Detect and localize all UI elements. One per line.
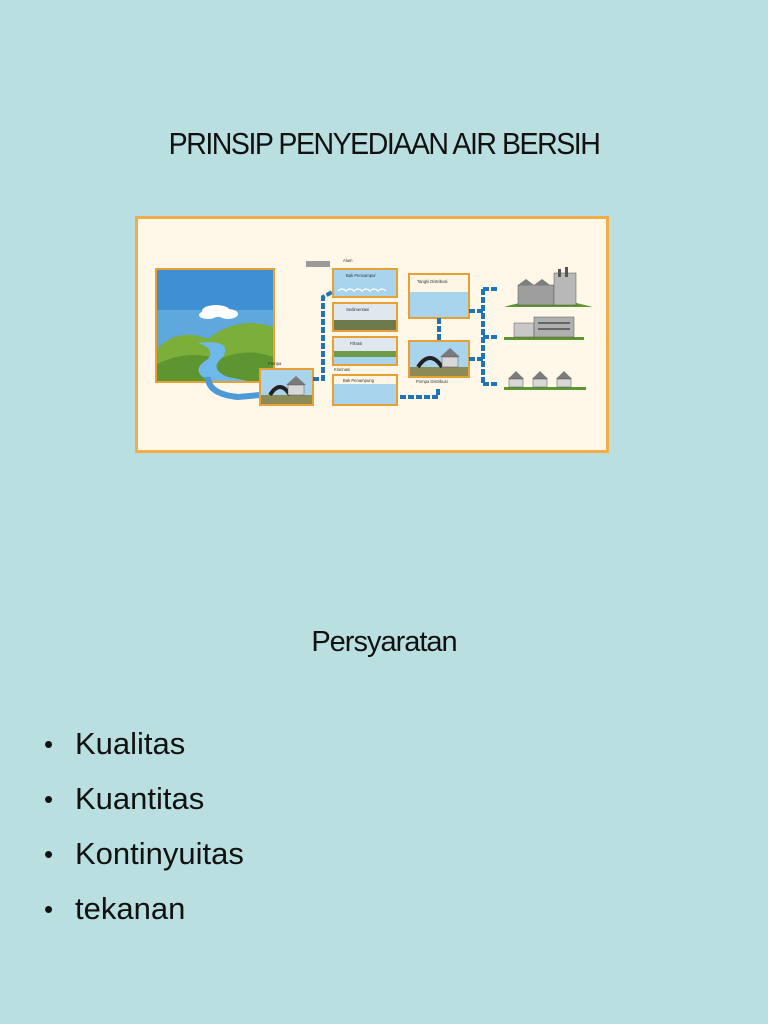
bak-penampung-label: Bak Penampung: [343, 378, 374, 383]
pipe-intake: [313, 287, 334, 379]
alum-feeder: [306, 261, 330, 267]
requirements-list: [44, 716, 244, 936]
water-source-landscape: [156, 269, 274, 382]
water-treatment-diagram: [135, 216, 609, 453]
slide-title: PRINSIP PENYEDIAAN AIR BERSIH: [168, 126, 600, 161]
tangki-distribusi-label: Tangki Distribusi: [417, 279, 448, 284]
list-item-label: Kuantitas: [75, 780, 205, 816]
sedimentasi-label: Sedimentasi: [346, 307, 370, 312]
alum-label: Alum: [343, 258, 353, 263]
list-item: [44, 716, 244, 771]
houses: [504, 371, 586, 390]
factory-building: [504, 267, 593, 307]
pompa-label: Pompa: [268, 361, 282, 366]
pipe-reservoir: [400, 387, 438, 397]
pipe-distribution: [469, 289, 498, 384]
bak-pencampur-label: Bak Pencampur: [346, 273, 376, 278]
diagram-illustration: [138, 219, 606, 450]
list-item-label: tekanan: [75, 890, 186, 926]
list-item-label: Kontinyuitas: [75, 835, 244, 871]
list-item-label: Kualitas: [75, 725, 186, 761]
treatment-column: [333, 269, 397, 405]
bullet-icon: •: [44, 728, 54, 759]
bullet-icon: •: [44, 893, 54, 924]
pompa-distribusi-label: Pompa Distribusi: [416, 379, 448, 384]
list-item: [44, 826, 244, 881]
klorinasi-label: Klorinasi: [334, 367, 351, 372]
bullet-icon: •: [44, 783, 54, 814]
distribution-tank: [409, 274, 469, 318]
requirements-heading: Persyaratan: [311, 626, 457, 658]
list-item: [44, 881, 244, 936]
list-item: [44, 771, 244, 826]
office-building: [504, 317, 584, 340]
filtrasi-label: Filtrasi: [350, 341, 363, 346]
bullet-icon: •: [44, 838, 54, 869]
distribution-pump: [409, 341, 469, 384]
